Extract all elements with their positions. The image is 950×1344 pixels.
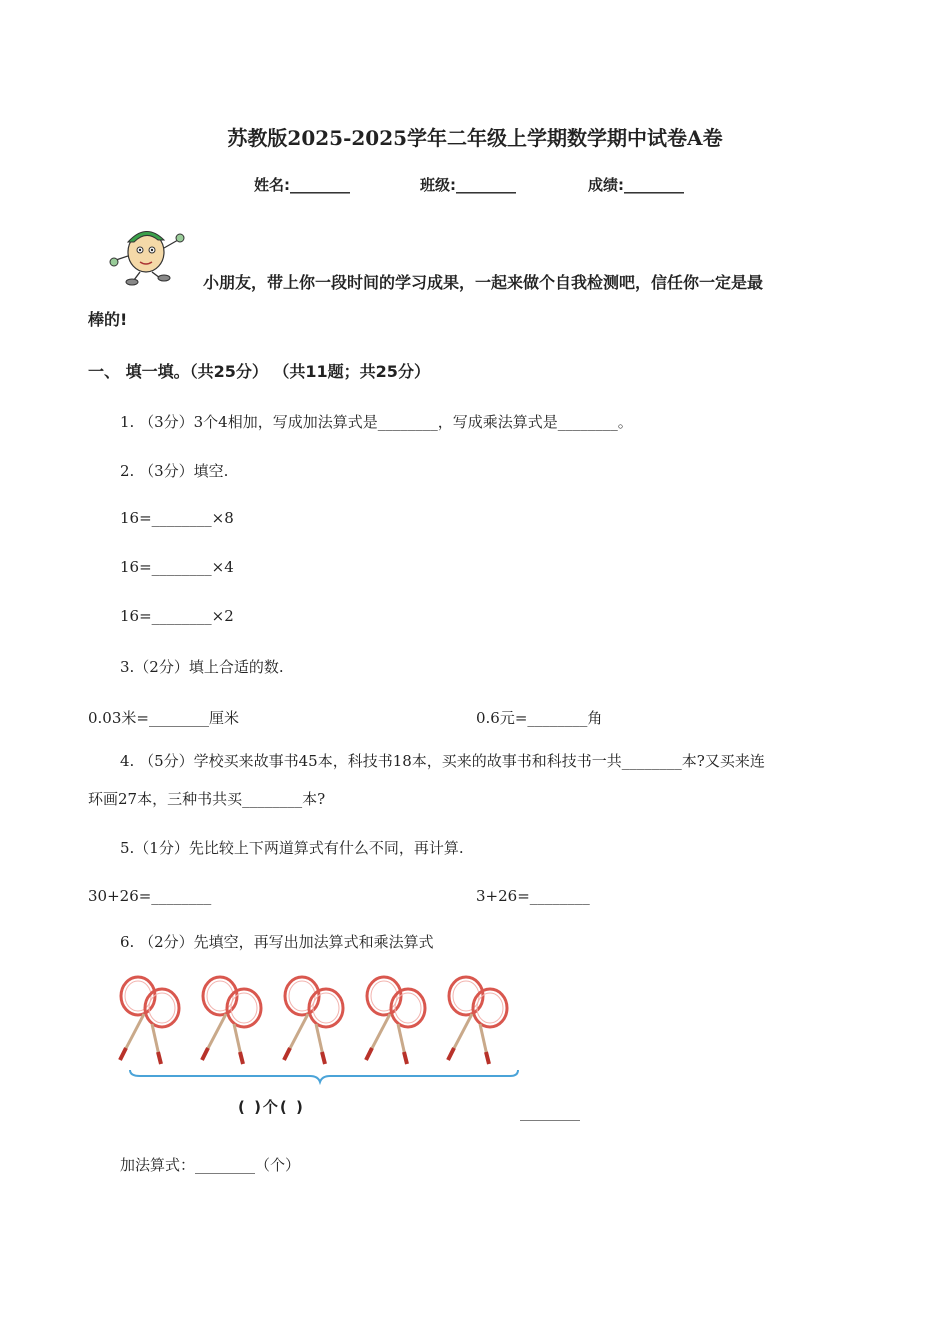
question-4-line-2: 环画27本，三种书共买________本? xyxy=(88,790,326,808)
question-6-addition: 加法算式：________（个） xyxy=(120,1156,301,1174)
mascot-illustration xyxy=(108,218,188,288)
question-2a: 16=________×8 xyxy=(120,509,234,527)
rackets-answer-blank: ________ xyxy=(520,1103,580,1121)
greeting-line-1: 小朋友，带上你一段时间的学习成果，一起来做个自我检测吧，信任你一定是最 xyxy=(203,273,764,292)
question-3a: 0.03米=________厘米 xyxy=(88,709,239,727)
greeting-line-2: 棒的! xyxy=(88,310,128,329)
name-field: 姓名:________ xyxy=(254,176,350,194)
question-2c: 16=________×2 xyxy=(120,607,234,625)
question-1: 1. （3分）3个4相加，写成加法算式是________，写成乘法算式是________。 xyxy=(120,413,633,431)
question-5: 5.（1分）先比较上下两道算式有什么不同，再计算. xyxy=(120,839,464,857)
question-6: 6. （2分）先填空，再写出加法算式和乘法算式 xyxy=(120,933,434,951)
question-5b: 3+26=________ xyxy=(476,887,590,905)
question-2: 2. （3分）填空. xyxy=(120,462,229,480)
question-5a: 30+26=________ xyxy=(88,887,212,905)
question-3b: 0.6元=________角 xyxy=(476,709,603,727)
class-field: 班级:________ xyxy=(420,176,516,194)
page-title: 苏教版2025-2025学年二年级上学期数学期中试卷A卷 xyxy=(227,126,723,150)
question-3: 3.（2分）填上合适的数. xyxy=(120,658,284,676)
rackets-caption: ( )个( ) xyxy=(238,1098,305,1116)
section-heading: 一、 填一填。（共25分） （共11题；共25分） xyxy=(88,362,430,381)
rackets-illustration xyxy=(112,970,532,1120)
score-field: 成绩:________ xyxy=(588,176,684,194)
question-2b: 16=________×4 xyxy=(120,558,234,576)
question-4-line-1: 4. （5分）学校买来故事书45本，科技书18本，买来的故事书和科技书一共________本?又买来连 xyxy=(120,752,765,770)
